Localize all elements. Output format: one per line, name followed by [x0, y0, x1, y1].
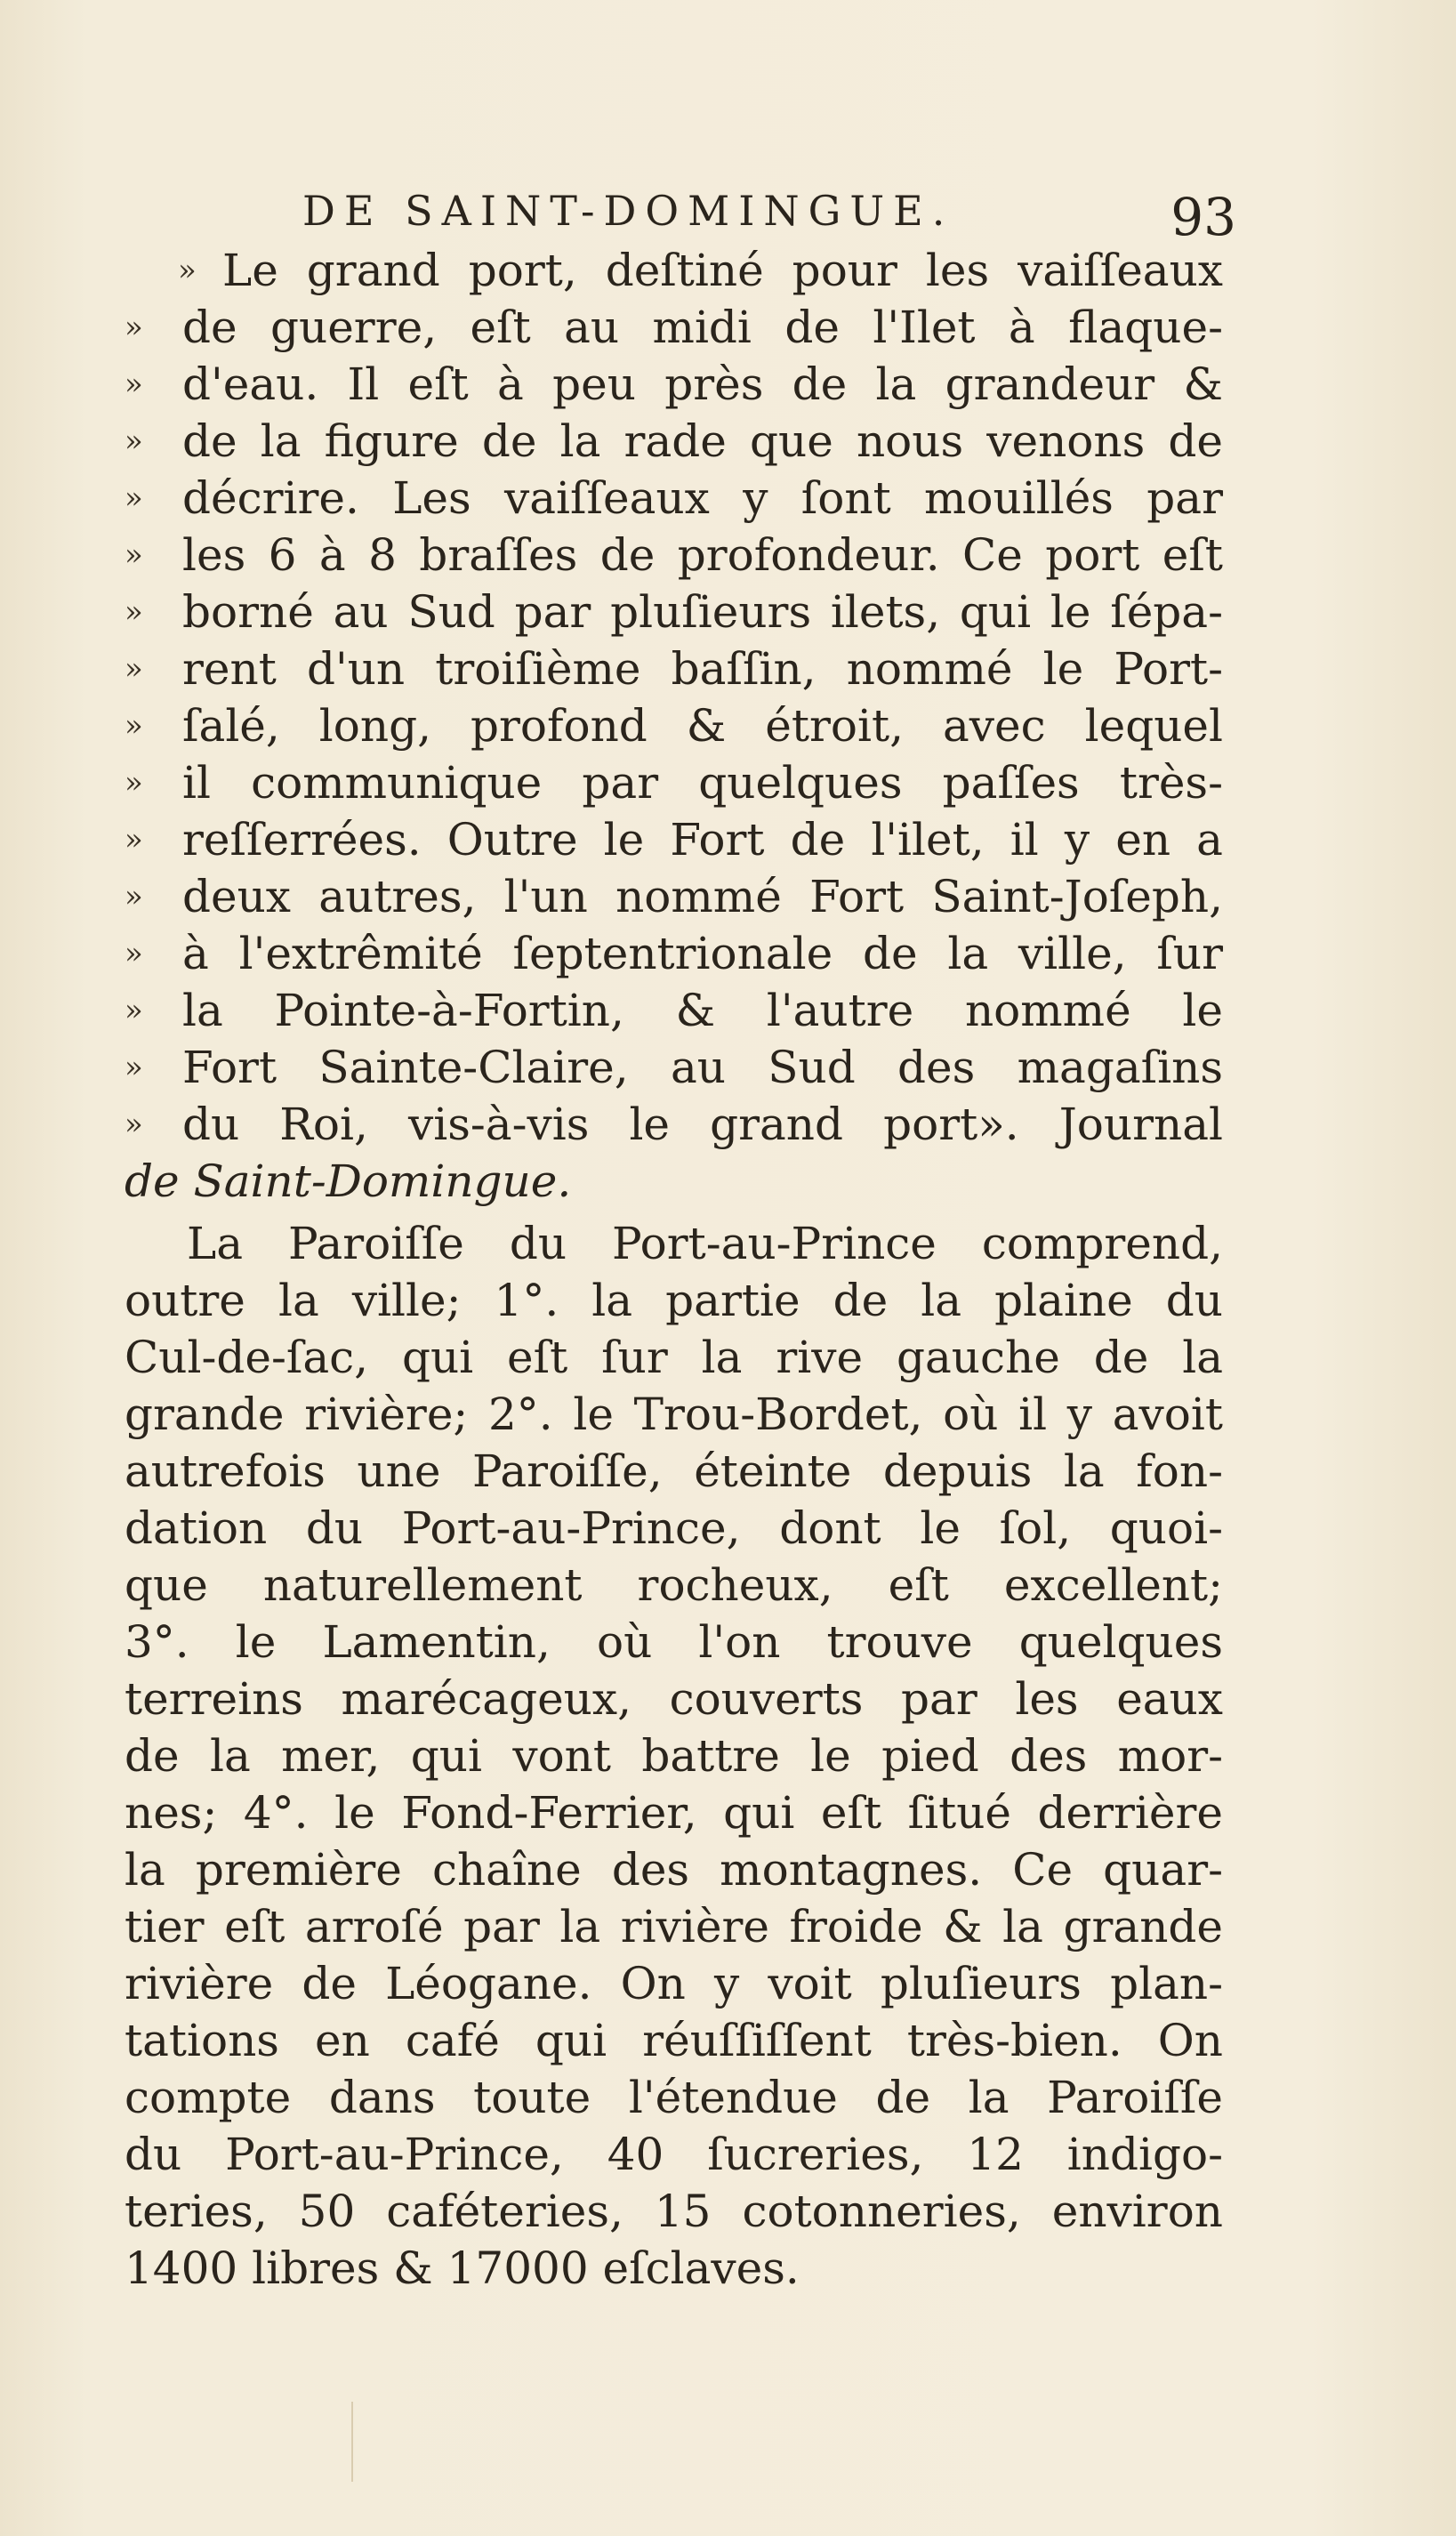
quote-mark: » [125, 708, 143, 744]
quote-mark: » [125, 423, 143, 459]
quote-line: à l'extrêmité ſeptentrionale de la ville, ſur [182, 928, 1223, 979]
body-line: Cul-de-ſac, qui eſt ſur la rive gauche de la [125, 1332, 1223, 1383]
quote-mark: » [125, 537, 143, 573]
quote-line: rent d'un troiſième baſſin, nommé le Port- [182, 643, 1223, 695]
quote-line: d'eau. Il eſt à peu près de la grandeur & [182, 358, 1223, 410]
page-header [302, 187, 1236, 249]
quote-mark: » [125, 936, 143, 971]
body-line: tations en café qui réuſſiſſent très-bien. On [125, 2015, 1223, 2066]
quote-mark: » [125, 879, 143, 914]
body-line: terreins marécageux, couverts par les eaux [125, 1673, 1223, 1725]
quote-mark: » [125, 1050, 143, 1085]
quote-mark: » [125, 765, 143, 801]
body-line: La Paroiſſe du Port-au-Prince comprend, [187, 1218, 1223, 1269]
quote-line: il communique par quelques paſſes très- [182, 757, 1223, 809]
body-line: dation du Port-au-Prince, dont le ſol, quoi- [125, 1502, 1223, 1554]
quote-mark: » [178, 253, 197, 288]
quote-mark: » [125, 1107, 143, 1142]
body-line: rivière de Léogane. On y voit pluſieurs plan- [125, 1958, 1223, 2009]
page-number: 93 [1170, 187, 1236, 247]
body-line: 1400 libres & 17000 eſclaves. [125, 2242, 800, 2294]
body-line: grande rivière; 2°. le Trou-Bordet, où il y avoit [125, 1389, 1223, 1440]
body-line: du Port-au-Prince, 40 ſucreries, 12 indigo- [125, 2129, 1223, 2180]
paper-crease [351, 2402, 353, 2482]
body-line: teries, 50 caféteries, 15 cotonneries, environ [125, 2186, 1223, 2237]
quote-mark: » [125, 651, 143, 687]
body-line: compte dans toute l'étendue de la Paroiſſe [125, 2072, 1223, 2123]
quote-mark: » [125, 822, 143, 857]
body-line: autrefois une Paroiſſe, éteinte depuis la fon- [125, 1445, 1223, 1497]
quote-line: de la figure de la rade que nous venons de [182, 415, 1223, 467]
quote-line: les 6 à 8 braſſes de profondeur. Ce port eſt [182, 529, 1223, 581]
quote-line: deux autres, l'un nommé Fort Saint-Joſeph, [182, 871, 1223, 922]
quote-source: de Saint-Domingue. [125, 1155, 572, 1207]
running-title: DE SAINT-DOMINGUE. [302, 187, 954, 235]
quote-mark: » [125, 366, 143, 402]
body-line: la première chaîne des montagnes. Ce quar- [125, 1844, 1223, 1896]
quote-line: Le grand port, deſtiné pour les vaiſſeaux [222, 245, 1223, 296]
quote-mark: » [125, 310, 143, 345]
body-line: tier eſt arroſé par la rivière froide & la grande [125, 1901, 1223, 1952]
quote-line: du Roi, vis-à-vis le grand port». Journal [182, 1099, 1223, 1150]
body-line: outre la ville; 1°. la partie de la plaine du [125, 1275, 1223, 1326]
body-line: nes; 4°. le Fond-Ferrier, qui eſt ſitué derrière [125, 1787, 1223, 1839]
body-line: que naturellement rocheux, eſt excellent; [125, 1559, 1223, 1611]
quote-line: reſſerrées. Outre le Fort de l'ilet, il y en a [182, 814, 1223, 865]
quote-line: Fort Sainte-Claire, au Sud des magaſins [182, 1042, 1223, 1093]
quote-line: ſalé, long, profond & étroit, avec lequel [182, 700, 1223, 752]
body-line: 3°. le Lamentin, où l'on trouve quelques [125, 1616, 1223, 1668]
quote-mark: » [125, 993, 143, 1028]
quote-mark: » [125, 594, 143, 630]
quote-line: décrire. Les vaiſſeaux y ſont mouillés par [182, 472, 1223, 524]
body-line: de la mer, qui vont battre le pied des mor- [125, 1730, 1223, 1782]
quote-line: borné au Sud par pluſieurs ilets, qui le ſépa- [182, 586, 1223, 638]
quote-mark: » [125, 480, 143, 516]
quote-line: de guerre, eſt au midi de l'Ilet à flaque- [182, 302, 1223, 353]
quote-line: la Pointe-à-Fortin, & l'autre nommé le [182, 985, 1223, 1036]
